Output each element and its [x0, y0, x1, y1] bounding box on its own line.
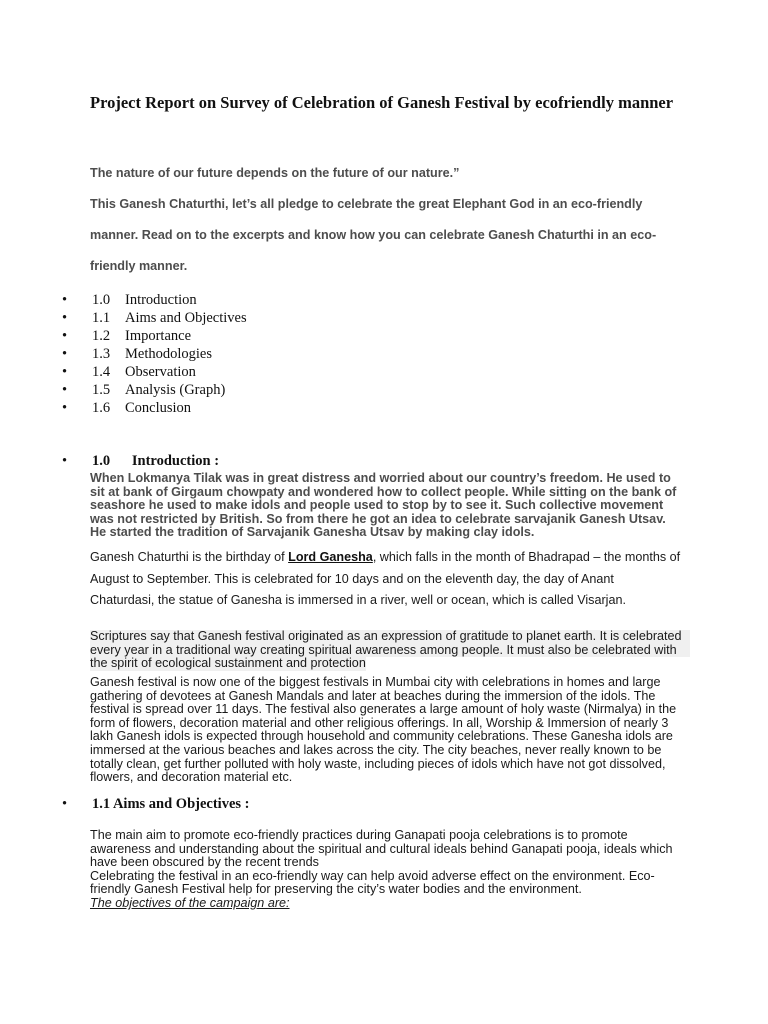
toc-number: 1.5 — [92, 382, 111, 398]
paragraph-line: friendly Ganesh Festival help for preserving the city’s water bodies and the environment. — [90, 882, 582, 897]
paragraph-line: lakh Ganesh idols is expected through household and community celebrations. These Ganesha idols are — [90, 729, 673, 744]
paragraph-line: awareness and understanding about the spiritual and cultural ideals behind Ganapati pooja, ideals which — [90, 841, 673, 856]
paragraph-line: Ganesh festival is now one of the biggest festivals in Mumbai city with celebrations in homes and large — [90, 675, 661, 689]
toc-label: Introduction — [125, 292, 197, 308]
paragraph-line: Chaturdasi, the statue of Ganesha is immersed in a river, well or ocean, which is called Visarjan. — [90, 593, 626, 607]
toc-number: 1.6 — [92, 400, 111, 416]
bullet: • — [62, 796, 68, 812]
toc-label: Importance — [125, 328, 192, 344]
table-of-contents — [62, 291, 247, 417]
paragraph-line: every year in a traditional way creating spiritual awareness among people. It must also be celebrated with — [90, 644, 690, 658]
aims-paragraph — [90, 829, 690, 911]
birthday-paragraph: Ganesh Chaturthi is the birthday of Lord Ganesha, which falls in the month of Bhadrapad – the months of August to September. This is celebrated for 10 days and on the eleventh day, the day of Anant Chaturdasi, the statue of Ganesha is immersed in a river, well or ocean, which is called Visarjan. — [90, 547, 690, 612]
toc-number: 1.1 — [92, 310, 111, 326]
tilak-paragraph — [90, 472, 690, 540]
paragraph-line: have been obscured by the recent trends — [90, 855, 319, 870]
paragraph-line: Scriptures say that Ganesh festival originated as an expression of gratitude to planet earth. It is celebrated — [90, 630, 690, 644]
toc-number: 1.2 — [92, 328, 111, 344]
bullet: • — [62, 453, 68, 469]
paragraph-line: When Lokmanya Tilak was in great distress and worried about our country’s freedom. He used to — [90, 471, 671, 485]
toc-label: Conclusion — [125, 400, 192, 416]
paragraph-line: was not restricted by British. So from there he got an idea to celebrate sarvajanik Ganesh Utsav. — [90, 511, 666, 526]
toc-label: Observation — [125, 364, 196, 380]
mumbai-paragraph — [90, 676, 690, 785]
pledge-line: This Ganesh Chaturthi, let’s all pledge to celebrate the great Elephant God in an eco-friendly — [90, 197, 643, 211]
paragraph-line: flowers, and decoration material etc. — [90, 770, 293, 785]
document-page: Project Report on Survey of Celebration of Ganesh Festival by ecofriendly manner The nature of our future depends on the future of our nature.” This Ganesh Chaturthi, let’s all pledge to celebrate the great Elephant God in an eco-friendly manner. Read on to the excerpts and know how you can celebrate Ganesh Chaturthi in an eco- friendly manner. • 1.0 Introduction • 1.1 Aims and Objectives • 1.2 Importance • 1.3 Methodologies • 1.4 Observation • 1.5 Analysis (Graph) • 1.6 Conclusion • 1.0 Introduction : When Lokmanya Tilak was in great distress and worried about our country’s freedom. He used to sit at bank of Girgaum chowpaty and wondered how to collect people. While sitting on the bank of seashore he used to make idols and people used to stop by to see it. Such collective movement was not restricted by British. So from there he got an idea to celebrate sarvajanik Ganesh Utsav. He started the tradition of Sarvajanik Ganesha Utsav by making clay idols. Ganesh Chaturthi is the birthday of Lord Ganesha, which falls in the month of Bhadrapad – the months of August to September. This is celebrated for 10 days and on the eleventh day, the day of Anant Chaturdasi, the statue of Ganesha is immersed in a river, well or ocean, which is called Visarjan. Scriptures say that Ganesh festival originated as an expression of gratitude to planet earth. It is celebrated every year in a traditional way creating spiritual awareness among people. It must also be celebrated with the spirit of ecological sustainment and protection Ganesh festival is now one of the biggest festivals in Mumbai city with celebrations in homes and large gathering of devotees at Ganesh Mandals and later at beaches during the immersion of the idols. The festival is spread over 11 days. The festival also generates a large amount of holy waste (Nirmalya) in the form of flowers, decoration material and other religious offerings. In all, Worship & Immersion of nearly 3 lakh Ganesh idols is expected through household and community celebrations. These Ganesha idols are immersed at the various beaches and lakes across the city. The city beaches, never really known to be totally clean, get further polluted with holy waste, including pieces of idols which have not got dissolved, flowers, and decoration material etc. • 1.1 Aims and Objectives : The main aim to promote eco-friendly practices during Ganapati pooja celebrations is to promote awareness and understanding about the spiritual and cultural ideals behind Ganapati pooja, ideals which have been obscured by the recent trends Celebrating the festival in an eco-friendly way can help avoid adverse effect on the environment. Eco- friendly Ganesh Festival help for preserving the city’s water bodies and the environment. The objectives of the campaign are: — [0, 0, 768, 1024]
toc-number: 1.0 — [92, 292, 111, 308]
toc-number: 1.4 — [92, 364, 111, 380]
section-label: Introduction : — [131, 453, 220, 469]
paragraph-line: immersed at the various beaches and lakes across the city. The city beaches, never really known to be — [90, 742, 662, 757]
pledge-line: friendly manner. — [90, 259, 188, 273]
toc-item — [62, 291, 247, 309]
toc-item — [62, 399, 247, 417]
toc-item — [62, 381, 247, 399]
paragraph-line: sit at bank of Girgaum chowpaty and wondered how to collect people. While sitting on the bank of — [90, 484, 677, 499]
toc-item — [62, 309, 247, 327]
toc-number: 1.3 — [92, 346, 111, 362]
toc-label: Analysis (Graph) — [125, 382, 226, 398]
pledge-line: manner. Read on to the excerpts and know how you can celebrate Ganesh Chaturthi in an eco- — [90, 228, 657, 242]
paragraph-line: August to September. This is celebrated for 10 days and on the eleventh day, the day of Anant — [90, 571, 614, 586]
section-number: 1.0 — [92, 453, 111, 469]
paragraph-line: festival is spread over 11 days. The festival also generates a large amount of holy waste (Nirmalya) in the — [90, 702, 677, 717]
toc-item — [62, 363, 247, 381]
paragraph-line: the spirit of ecological sustainment and protection — [90, 656, 366, 671]
toc-item — [62, 345, 247, 363]
paragraph-line: He started the tradition of Sarvajanik Ganesha Utsav by making clay idols. — [90, 525, 535, 540]
paragraph-line: seashore he used to make idols and people used to stop by to see it. Such collective movement — [90, 498, 664, 513]
paragraph-line: gathering of devotees at Ganesh Mandals and later at beaches during the immersion of the idols. The — [90, 688, 656, 703]
report-title: Project Report on Survey of Celebration of Ganesh Festival by ecofriendly manner — [90, 93, 674, 112]
paragraph-line: totally clean, get further polluted with holy waste, including pieces of idols which have not got dissolved, — [90, 756, 666, 771]
paragraph-line: Celebrating the festival in an eco-friendly way can help avoid adverse effect on the environment. Eco- — [90, 868, 655, 883]
toc-item — [62, 327, 247, 345]
quote-line: The nature of our future depends on the future of our nature.” — [90, 166, 460, 180]
toc-label: Methodologies — [125, 346, 212, 362]
objectives-label: The objectives of the campaign are: — [90, 895, 290, 910]
paragraph-line: The main aim to promote eco-friendly practices during Ganapati pooja celebrations is to promote — [90, 828, 628, 842]
toc-label: Aims and Objectives — [125, 310, 247, 326]
scriptures-paragraph — [90, 630, 690, 671]
lord-ganesha-link[interactable]: Lord Ganesha — [288, 550, 373, 564]
paragraph-line: form of flowers, decoration material and other religious offerings. In all, Worship & Immersion of nearly 3 — [90, 715, 669, 730]
